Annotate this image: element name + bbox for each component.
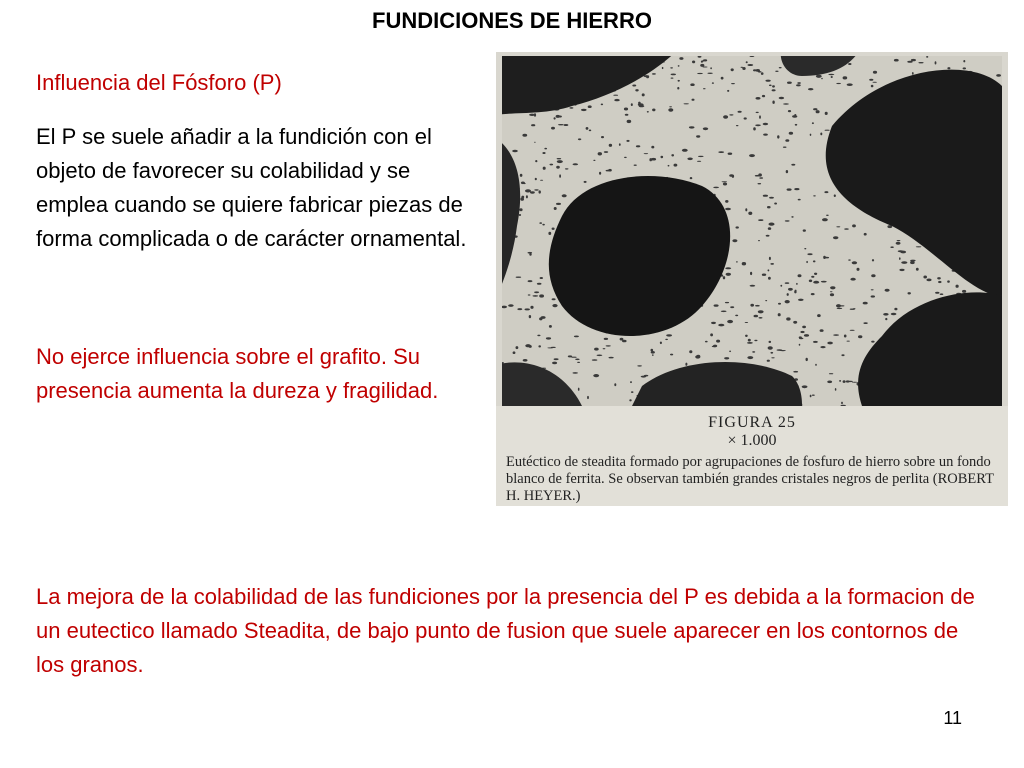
paragraph-graphite-effect: No ejerce influencia sobre el grafito. Su presencia aumenta la dureza y fragilidad. [36,344,439,403]
slide-title: FUNDICIONES DE HIERRO [372,8,652,33]
paragraph-steadita: La mejora de la colabilidad de las fundiciones por la presencia del P es debida a la formacion de un eutectico llamado Steadita, de bajo punto de fusion que suele aparecer en los contornos de los granos. [36,584,975,677]
figure-caption: Eutéctico de steadita formado por agrupaciones de fosfuro de hierro sobre un fondo blanco de ferrita. Se observan también grandes cristales negros de perlita (ROBERT H. HEYER.) [506,454,994,504]
figure-label: FIGURA 25 [708,414,796,431]
page-number: 11 [943,708,962,728]
micrograph-image [502,56,1002,406]
micrograph-figure [496,52,1008,506]
figure-scale: × 1.000 [727,432,777,449]
subtitle: Influencia del Fósforo (P) [36,70,282,95]
paragraph-phosphorus-purpose: El P se suele añadir a la fundición con el objeto de favorecer su colabilidad y se emplea cuando se quiere fabricar piezas de forma complicada o de carácter ornamental. [36,124,467,251]
figure-caption-area [496,406,1008,506]
